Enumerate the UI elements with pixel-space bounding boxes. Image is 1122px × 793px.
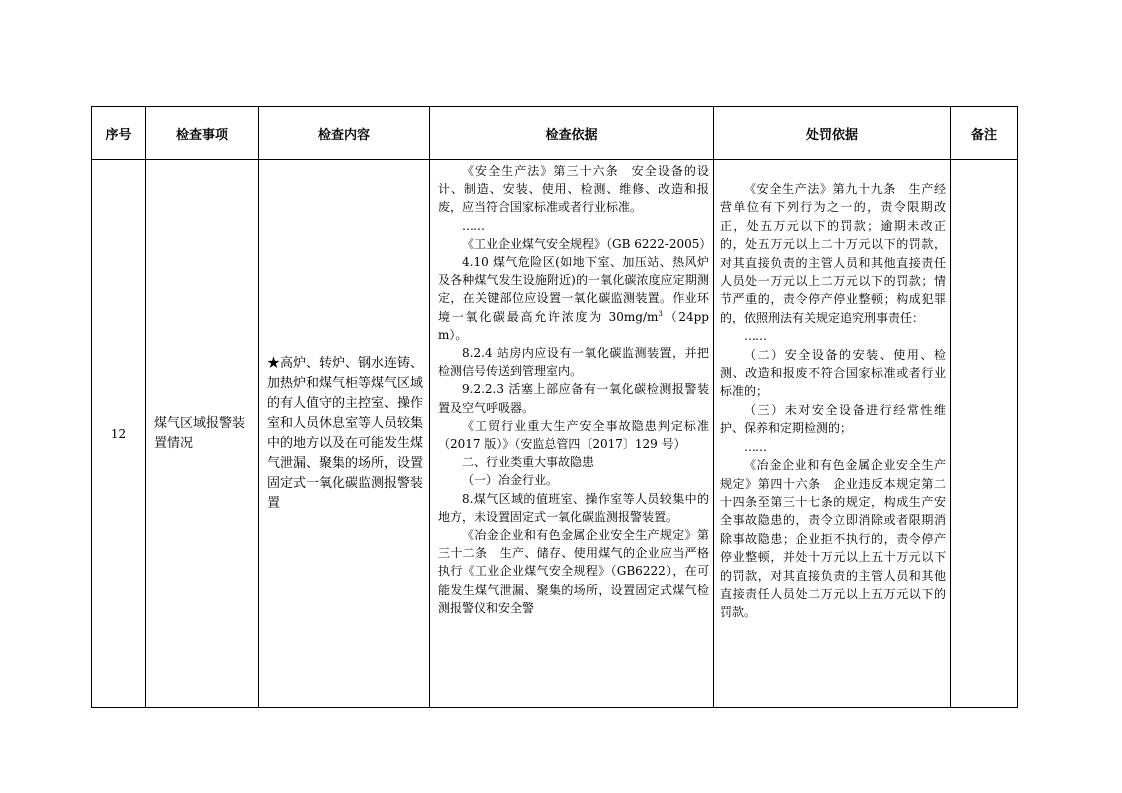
basis-ellipsis: ……: [462, 218, 484, 233]
basis-paragraph: 二、行业类重大事故隐患: [462, 455, 595, 470]
table-row: [92, 160, 1018, 708]
basis-paragraph: 8.2.4 站房内应设有一氧化碳监测装置，并把检测信号传送到管理室内。: [438, 346, 709, 379]
cell-penalty: [714, 160, 951, 708]
basis-paragraph: 《工业企业煤气安全规程》（GB 6222-2005）: [462, 236, 712, 251]
cell-content: ★高炉、转炉、钢水连铸、加热炉和煤气柜等煤气区域的有人值守的主控室、操作室和人员休息室等人员较集中的地方以及在可能发生煤气泄漏、聚集的场所，设置固定式一氧化碳监测报警装置: [259, 160, 430, 708]
penalty-paragraph: 《冶金企业和有色金属企业安全生产规定》第四十六条 企业违反本规定第二十四条至第三十七条的规定，构成生产安全事故隐患的，责令立即消除或者限期消除事故隐患；企业拒不执行的，责令停产停业整顿，并处十万元以上五十万元以下的罚款，对其直接负责的主管人员和其他直接责任人员处二万元以上五万元以下的罚款。: [720, 458, 946, 620]
penalty-paragraph: （三）未对安全设备进行经常性维护、保养和定期检测的；: [720, 402, 946, 436]
header-seq: 序号: [92, 107, 146, 160]
header-penalty: 处罚依据: [714, 107, 951, 160]
basis-paragraph: 《工贸行业重大生产安全事故隐患判定标准（2017 版）》（安监总管四〔2017〕129 号）: [438, 418, 709, 452]
basis-paragraph: 《冶金企业和有色金属企业安全生产规定》第三十二条 生产、储存、使用煤气的企业应当严格执行《工业企业煤气安全规程》（GB6222），在可能发生煤气泄漏、聚集的场所，设置固定式煤气检测报警仪和安全警: [438, 528, 709, 615]
penalty-ellipsis: ……: [744, 329, 766, 344]
header-content: 检查内容: [259, 107, 430, 160]
basis-paragraph: [438, 253, 709, 344]
superscript: 3: [658, 309, 663, 318]
penalty-ellipsis: ……: [744, 439, 766, 454]
cell-remark: [951, 160, 1018, 708]
basis-paragraph: 8.煤气区域的值班室、操作室等人员较集中的地方，未设置固定式一氧化碳监测报警装置。: [438, 491, 709, 524]
cell-seq: 12: [92, 160, 146, 708]
basis-text: 4.10 煤气危险区(如地下室、加压站、热风炉及各种煤气发生设施附近)的一氧化碳浓度应定期测定，在关键部位应设置一氧化碳监测装置。作业环境一氧化碳最高允许浓度为 30mg/m: [438, 255, 709, 324]
cell-item: 煤气区域报警装置情况: [146, 160, 259, 708]
basis-paragraph: 9.2.2.3 活塞上部应备有一氧化碳检测报警装置及空气呼吸器。: [438, 382, 709, 415]
header-item: 检查事项: [146, 107, 259, 160]
header-basis: 检查依据: [430, 107, 714, 160]
header-row: [92, 107, 1018, 160]
inspection-table: [91, 106, 1018, 708]
penalty-paragraph: 《安全生产法》第九十九条 生产经营单位有下列行为之一的，责令限期改正，处五万元以下的罚款；逾期未改正的，处五万元以上二十万元以下的罚款，对其直接负责的主管人员和其他直接责任人员处一万元以上二万元以下的罚款；情节严重的，责令停产停业整顿；构成犯罪的，依照刑法有关规定追究刑事责任：: [720, 182, 946, 325]
penalty-paragraph: （二）安全设备的安装、使用、检测、改造和报废不符合国家标准或者行业标准的；: [720, 347, 946, 399]
basis-text: （24ppm）。: [438, 309, 709, 342]
cell-basis: [430, 160, 714, 708]
basis-paragraph: 《安全生产法》第三十六条 安全设备的设计、制造、安装、使用、检测、维修、改造和报废，应当符合国家标准或者行业标准。: [438, 164, 709, 215]
header-remark: 备注: [951, 107, 1018, 160]
basis-paragraph: （一）冶金行业。: [462, 473, 559, 488]
